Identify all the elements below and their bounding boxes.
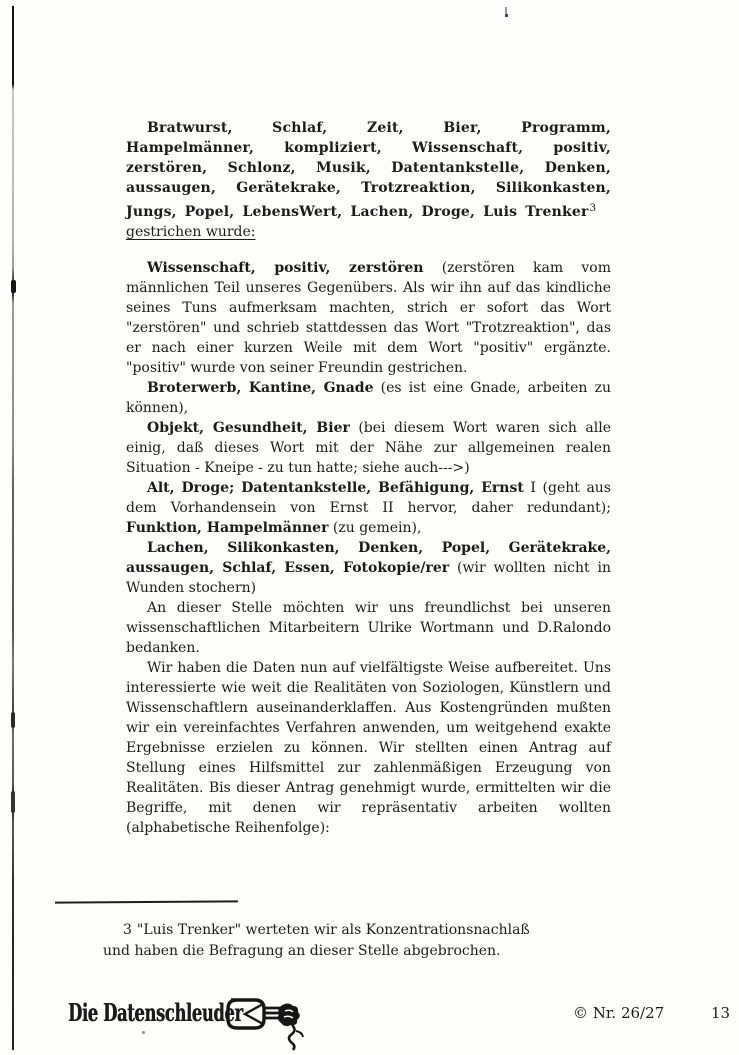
footnote-marker: 3 (123, 922, 132, 938)
stricken-entries-list (126, 258, 611, 598)
magazine-title-blackletter: Die Datenschleuder (68, 998, 243, 1027)
method-paragraph: Wir haben die Daten nun auf vielfältigste Weise aufbereitet. Uns interessierte wie weit die Realitäten von Soziologen, Künstlern und Wissenschaftlern auseinanderklaffen. Aus Kostengründen mußten wir ein vereinfachtes Verfahren anwenden, um weitgehend exakte Ergebnisse erzielen zu können. Wir stellten einen Antrag auf Stellung eines Hilfsmittel zur zahlenmäßigen Erzeugung von Realitäten. Bis dieser Antrag genehmigt wurde, ermittelten wir die Begriffe, mit denen wir repräsentativ arbeiten wollten (alphabetische Reihenfolge): (126, 660, 611, 836)
word-list-paragraph (126, 118, 611, 222)
footnote-separator-rule (55, 900, 238, 903)
footnote-reference: 3 (589, 202, 597, 214)
scan-artifact-blob (11, 791, 15, 813)
stricken-entry: Wissenschaft, positiv, zerstören (zerstören kam vom männlichen Teil unseres Gegenübers. Als wir ihn auf das kindliche seines Tuns aufmerksam machten, strich er sofort das Wort "zerstören" und schrieb stattdessen das Wort "Trotzreaktion", das er nach einer kurzen Weile mit dem Wort "positiv" ergänzte. "positiv" wurde von seiner Freundin gestrichen. (126, 260, 611, 376)
page-number: 13 (711, 1004, 731, 1022)
footnote (103, 920, 535, 962)
article-text-column (126, 118, 611, 838)
footnote-text: "Luis Trenker" werteten wir als Konzentrationsnachlaß und haben die Befragung an dieser Stelle abgebrochen. (103, 922, 530, 959)
scan-artifact-left-edge-line (12, 6, 14, 1050)
stricken-entry: Broterwerb, Kantine, Gnade (es ist eine Gnade, arbeiten zu können), (126, 380, 611, 416)
slingshot-logo-icon (224, 994, 306, 1052)
word-list-text: Bratwurst, Schlaf, Zeit, Bier, Programm, Hampelmänner, kompliziert, Wissenschaft, positiv, zerstören, Schlonz, Musik, Datentankstelle, Denken, aussaugen, Gerätekrake, Trotzreaktion, Silikonkasten, Jungs, Popel, LebensWert, Lachen, Droge, Luis Trenker (126, 120, 611, 220)
scan-artifact-blob (11, 712, 15, 728)
stricken-entry: Lachen, Silikonkasten, Denken, Popel, Gerätekrake, aussaugen, Schlaf, Essen, Fotokopie/rer (wir wollten nicht in Wunden stochern) (126, 540, 611, 596)
thanks-paragraph: An dieser Stelle möchten wir uns freundlichst bei unseren wissenschaftlichen Mitarbeitern Ulrike Wortmann und D.Ralondo bedanken. (126, 600, 611, 656)
stricken-entry: Alt, Droge; Datentankstelle, Befähigung, Ernst I (geht aus dem Vorhandensein von Ernst II hervor, daher redundant); Funktion, Hampelmänner (zu gemein), (126, 480, 611, 536)
scan-artifact-top-tick-dot (505, 14, 508, 17)
section-heading-text: gestrichen wurde: (126, 224, 256, 240)
stricken-entry: Objekt, Gesundheit, Bier (bei diesem Wort waren sich alle einig, daß dieses Wort mit der Nähe zur allgemeinen realen Situation - Kneipe - zu tun hatte; siehe auch--->) (126, 420, 611, 476)
section-heading (126, 222, 611, 242)
scan-artifact-blob (11, 280, 16, 293)
copyright-issue-label: © Nr. 26/27 (573, 1004, 665, 1022)
scan-artifact-speck (142, 1031, 145, 1034)
